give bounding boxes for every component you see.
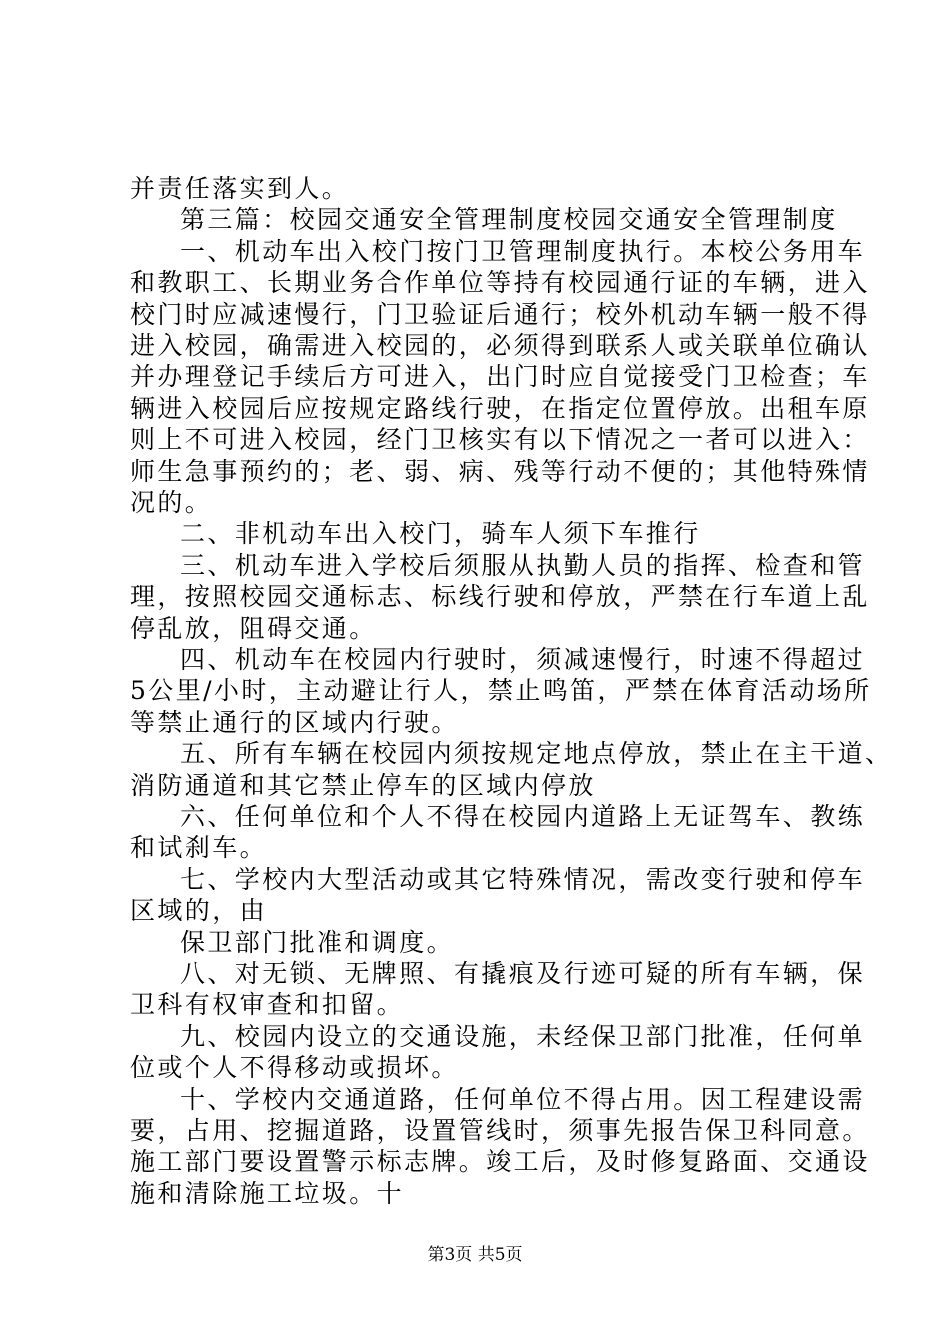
text-line: 卫科有权审查和扣留。 — [130, 990, 405, 1020]
page-footer: 第3页 共5页 — [427, 1245, 523, 1265]
text-line: 九、校园内设立的交通设施，未经保卫部门批准，任何单 — [180, 1021, 866, 1051]
text-line: 停乱放，阻碍交通。 — [130, 613, 377, 643]
text-line: 一、机动车出入校门按门卫管理制度执行。本校公务用车 — [180, 236, 866, 266]
text-line: 三、机动车进入学校后须服从执勤人员的指挥、检查和管 — [180, 550, 866, 580]
text-line: 并办理登记手续后方可进入，出门时应自觉接受门卫检查；车 — [130, 362, 870, 392]
text-line: 进入校园，确需进入校园的，必须得到联系人或关联单位确认 — [130, 331, 870, 360]
text-line: 施工部门要设置警示标志牌。竣工后，及时修复路面、交通设 — [130, 1147, 870, 1177]
text-line: 七、学校内大型活动或其它特殊情况，需改变行驶和停车 — [180, 864, 866, 894]
text-line: 要，占用、挖掘道路，设置管线时，须事先报告保卫科同意。 — [130, 1116, 870, 1145]
text-line: 十、学校内交通道路，任何单位不得占用。因工程建设需 — [180, 1084, 866, 1114]
text-line: 八、对无锁、无牌照、有撬痕及行迹可疑的所有车辆，保 — [180, 959, 866, 988]
text-line: 四、机动车在校园内行驶时，须减速慢行，时速不得超过 — [180, 645, 866, 674]
text-line: 并责任落实到人。 — [130, 174, 350, 203]
text-line: 等禁止通行的区域内行驶。 — [130, 707, 459, 737]
text-line: 5公里/小时，主动避让行人，禁止鸣笛，严禁在体育活动场所 — [130, 676, 872, 706]
text-line: 五、所有车辆在校园内须按规定地点停放，禁止在主干道、 — [180, 739, 893, 769]
text-line: 区域的，由 — [130, 896, 268, 926]
section-title: 第三篇：校园交通安全管理制度校园交通安全管理制度 — [180, 205, 838, 235]
text-line: 位或个人不得移动或损坏。 — [130, 1053, 459, 1083]
text-line: 则上不可进入校园，经门卫核实有以下情况之一者可以进入： — [130, 425, 870, 455]
text-line: 和试刹车。 — [130, 833, 268, 863]
text-line: 校门时应减速慢行，门卫验证后通行；校外机动车辆一般不得 — [130, 299, 870, 329]
text-line: 消防通道和其它禁止停车的区域内停放 — [130, 770, 596, 800]
text-line: 况的。 — [130, 488, 213, 517]
text-line: 六、任何单位和个人不得在校园内道路上无证驾车、教练 — [180, 802, 866, 831]
text-line: 保卫部门批准和调度。 — [180, 927, 455, 957]
text-line: 施和清除施工垃圾。十 — [130, 1178, 405, 1208]
text-line: 理，按照校园交通标志、标线行驶和停放，严禁在行车道上乱 — [130, 582, 870, 612]
text-line: 师生急事预约的；老、弱、病、残等行动不便的；其他特殊情 — [130, 456, 870, 486]
text-line: 和教职工、长期业务合作单位等持有校园通行证的车辆，进入 — [130, 268, 870, 298]
text-line: 辆进入校园后应按规定路线行驶，在指定位置停放。出租车原 — [130, 393, 870, 423]
text-line: 二、非机动车出入校门，骑车人须下车推行 — [180, 519, 701, 549]
